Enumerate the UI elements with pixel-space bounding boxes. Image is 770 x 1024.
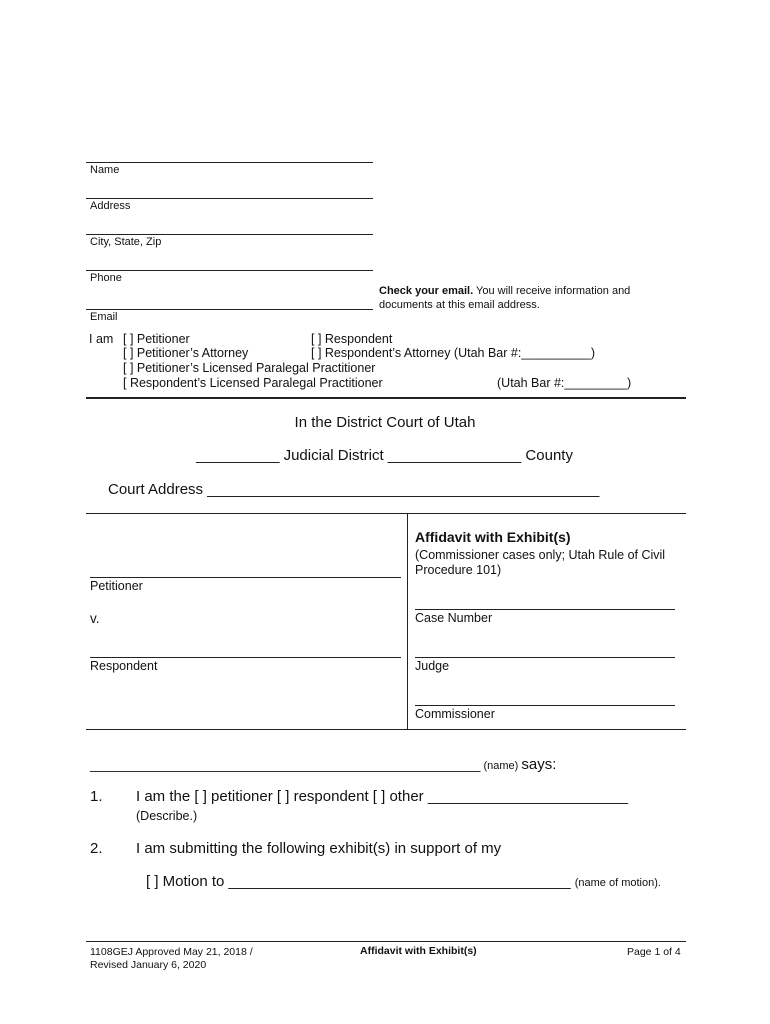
email-line[interactable] [86, 309, 373, 310]
commissioner-line[interactable] [415, 705, 675, 706]
says-label: says: [521, 756, 557, 773]
document-subtitle [415, 548, 665, 578]
footer-divider [86, 941, 686, 942]
petitioner-attorney-checkbox[interactable]: [ ] Petitioner’s Attorney [123, 346, 249, 360]
item-1-describe: (Describe.) [136, 809, 198, 823]
address-label: Address [90, 200, 131, 212]
email-note-text-1: You will receive information and [473, 285, 631, 297]
caption-bottom-border [86, 729, 686, 730]
judicial-district-line[interactable]: __________ Judicial District ________________ County [196, 447, 573, 464]
document-title: Affidavit with Exhibit(s) [415, 529, 571, 545]
i-am-label: I am [89, 332, 114, 346]
email-note [379, 284, 679, 312]
respondent-label: Respondent [90, 659, 158, 673]
phone-line[interactable] [86, 270, 373, 271]
email-label: Email [90, 311, 118, 323]
utah-bar-field[interactable]: (Utah Bar #:_________) [497, 376, 632, 390]
respondent-attorney-checkbox[interactable]: [ ] Respondent’s Attorney (Utah Bar #:__________) [311, 346, 595, 360]
header-divider [86, 397, 686, 399]
versus-label: v. [90, 611, 100, 626]
document-subtitle-1: (Commissioner cases only; Utah Rule of Civil [415, 548, 666, 562]
document-subtitle-2: Procedure 101) [415, 563, 502, 577]
respondent-lpp-checkbox[interactable]: [ Respondent’s Licensed Paralegal Practitioner [123, 376, 383, 390]
case-number-label: Case Number [415, 611, 493, 625]
name-line[interactable] [86, 162, 373, 163]
city-state-zip-line[interactable] [86, 234, 373, 235]
motion-text: [ ] Motion to _________________________________________ [146, 873, 575, 890]
footer-approved: 1108GEJ Approved May 21, 2018 / [90, 946, 253, 958]
footer-revised: Revised January 6, 2020 [90, 959, 207, 971]
footer-page-number: Page 1 of 4 [627, 946, 681, 958]
respondent-line[interactable] [90, 657, 401, 658]
footer-title: Affidavit with Exhibit(s) [360, 945, 477, 957]
judge-label: Judge [415, 659, 450, 673]
petitioner-lpp-checkbox[interactable]: [ ] Petitioner’s Licensed Paralegal Practitioner [123, 361, 376, 375]
motion-checkbox[interactable] [146, 873, 661, 891]
caption-divider [407, 513, 408, 729]
address-line[interactable] [86, 198, 373, 199]
affiant-name-line[interactable] [90, 756, 556, 774]
case-number-line[interactable] [415, 609, 675, 610]
court-title: In the District Court of Utah [294, 414, 476, 431]
item-1-number: 1. [90, 788, 103, 805]
footer-form-id [90, 946, 253, 972]
item-2-number: 2. [90, 840, 103, 857]
affiant-name-blank: ____________________________________________________ [90, 757, 481, 772]
caption-top-border [86, 513, 686, 514]
email-note-bold: Check your email. [379, 285, 474, 297]
item-1-role-selection[interactable]: I am the [ ] petitioner [ ] respondent [ ] other ________________________ [136, 788, 629, 805]
phone-label: Phone [90, 272, 122, 284]
court-address-line[interactable]: Court Address _______________________________________________ [108, 481, 600, 498]
affiant-name-label: (name) [480, 760, 522, 772]
city-state-zip-label: City, State, Zip [90, 236, 162, 248]
petitioner-line[interactable] [90, 577, 401, 578]
name-label: Name [90, 164, 120, 176]
judge-line[interactable] [415, 657, 675, 658]
email-note-text-2: documents at this email address. [379, 299, 540, 311]
petitioner-label: Petitioner [90, 579, 143, 593]
respondent-checkbox[interactable]: [ ] Respondent [311, 332, 393, 346]
petitioner-checkbox[interactable]: [ ] Petitioner [123, 332, 190, 346]
motion-label: (name of motion). [574, 877, 661, 889]
commissioner-label: Commissioner [415, 707, 495, 721]
item-2-text: I am submitting the following exhibit(s) in support of my [136, 840, 502, 857]
